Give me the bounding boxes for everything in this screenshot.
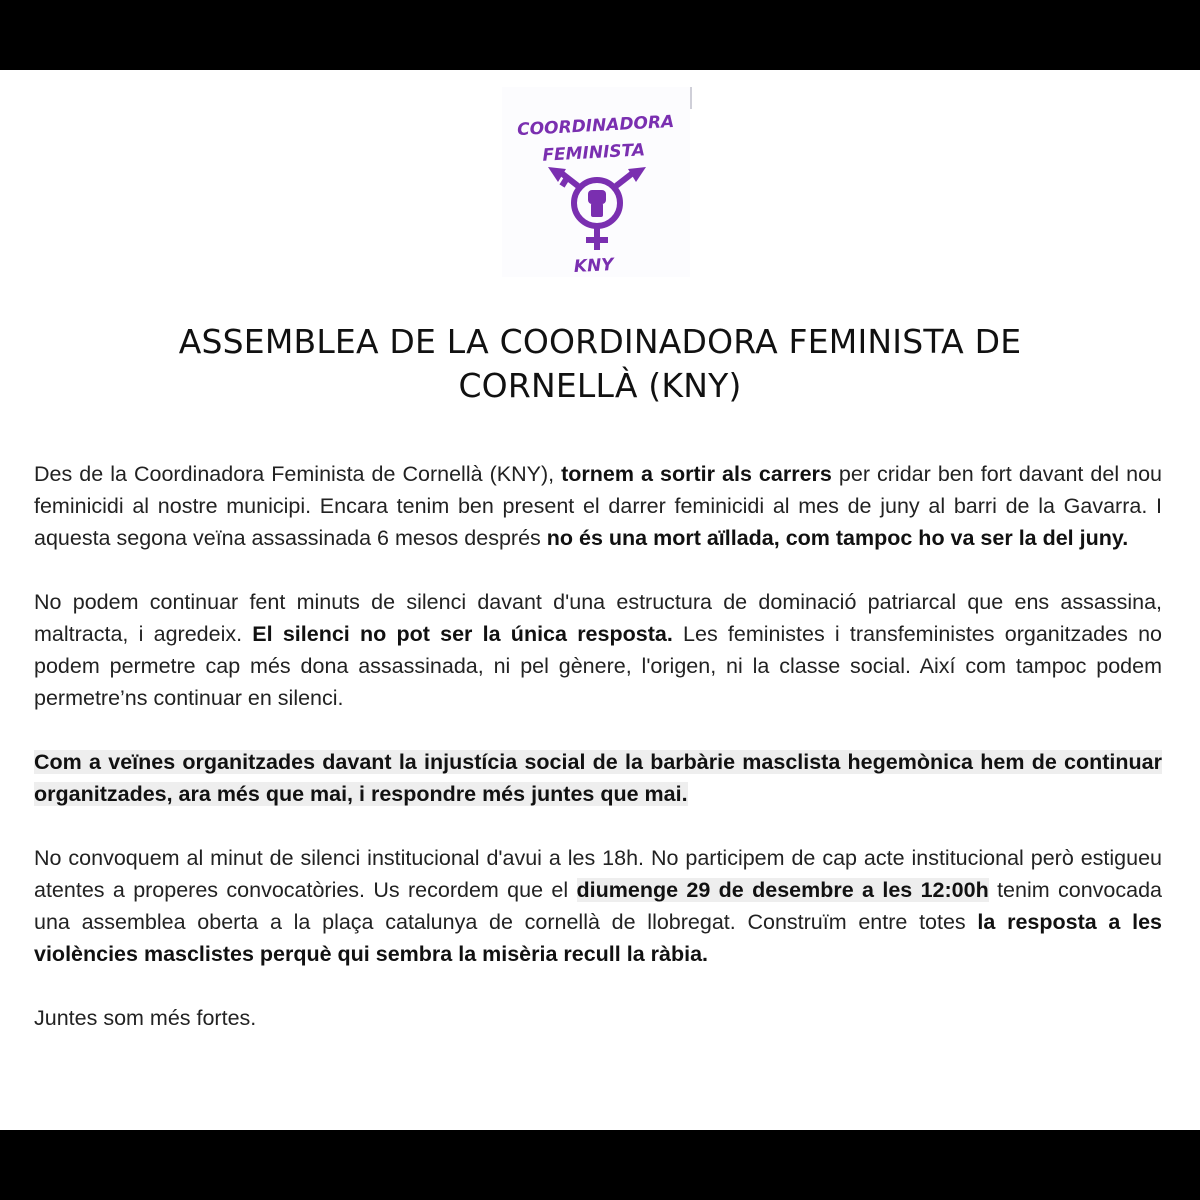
p1-bold-d: no és una mort aïllada, com tampoc ho va ser la del juny. [546, 526, 1129, 550]
paragraph-1 [34, 458, 1162, 554]
logo-edge [690, 87, 692, 109]
paragraph-5 [34, 1002, 1162, 1034]
document-page [0, 70, 1200, 1130]
logo-line2: FEMINISTA [541, 140, 646, 166]
p2-text-c: Les feministes i transfeministes organitzades no podem permetre cap més dona assassinada, ni pel gènere, l'origen, ni la classe social. Així com tampoc podem permetre’ns continuar en silenci. [34, 622, 1162, 710]
p4-bold-d: la resposta a les violències masclistes perquè qui sembra la misèria recull la ràbia. [34, 910, 1162, 966]
logo-line1: COORDINADORA [516, 111, 675, 141]
p4-text-a: No convoquem al minut de silenci institucional d'avui a les 18h. No participem de cap acte institucional però estigueu atentes a properes convocatòries. Us recordem que el [34, 846, 1162, 902]
p2-text-a: No podem continuar fent minuts de silenci davant d'una estructura de dominació patriarcal que ens assassina, maltracta, i agredeix. [34, 590, 1162, 646]
p1-text-a: Des de la Coordinadora Feminista de Cornellà (KNY), [34, 462, 562, 486]
p2-bold-b: El silenci no pot ser la única resposta. [252, 622, 673, 646]
p1-text-c: per cridar ben fort davant del nou feminicidi al nostre municipi. Encara tenim ben present el darrer feminicidi al mes de juny al barri de la Gavarra. I aquesta segona veïna assassinada 6 mesos després [34, 462, 1163, 550]
logo [502, 87, 690, 277]
document-body [34, 458, 1162, 1066]
feminist-symbol-icon [502, 87, 690, 277]
page-title [0, 320, 1200, 408]
paragraph-2 [34, 586, 1162, 714]
p1-bold-b: tornem a sortir als carrers [561, 462, 832, 486]
title-line2: CORNELLÀ (KNY) [458, 366, 742, 405]
fist-icon [588, 190, 606, 217]
p4-bold-date: diumenge 29 de desembre a les 12:00h [576, 878, 989, 902]
paragraph-3 [34, 746, 1162, 810]
p4-text-c: tenim convocada una assemblea oberta a la plaça catalunya de cornellà de llobregat. Construïm entre totes [34, 878, 1162, 934]
p3-bold-highlight: Com a veïnes organitzades davant la injustícia social de la barbàrie masclista hegemònica hem de continuar organitzades, ara més que mai, i respondre més juntes que mai. [34, 750, 1162, 806]
logo-line3: KNY [573, 254, 615, 277]
paragraph-4 [34, 842, 1162, 970]
title-line1: ASSEMBLEA DE LA COORDINADORA FEMINISTA DE [178, 322, 1022, 361]
p5-text: Juntes som més fortes. [34, 1006, 257, 1030]
